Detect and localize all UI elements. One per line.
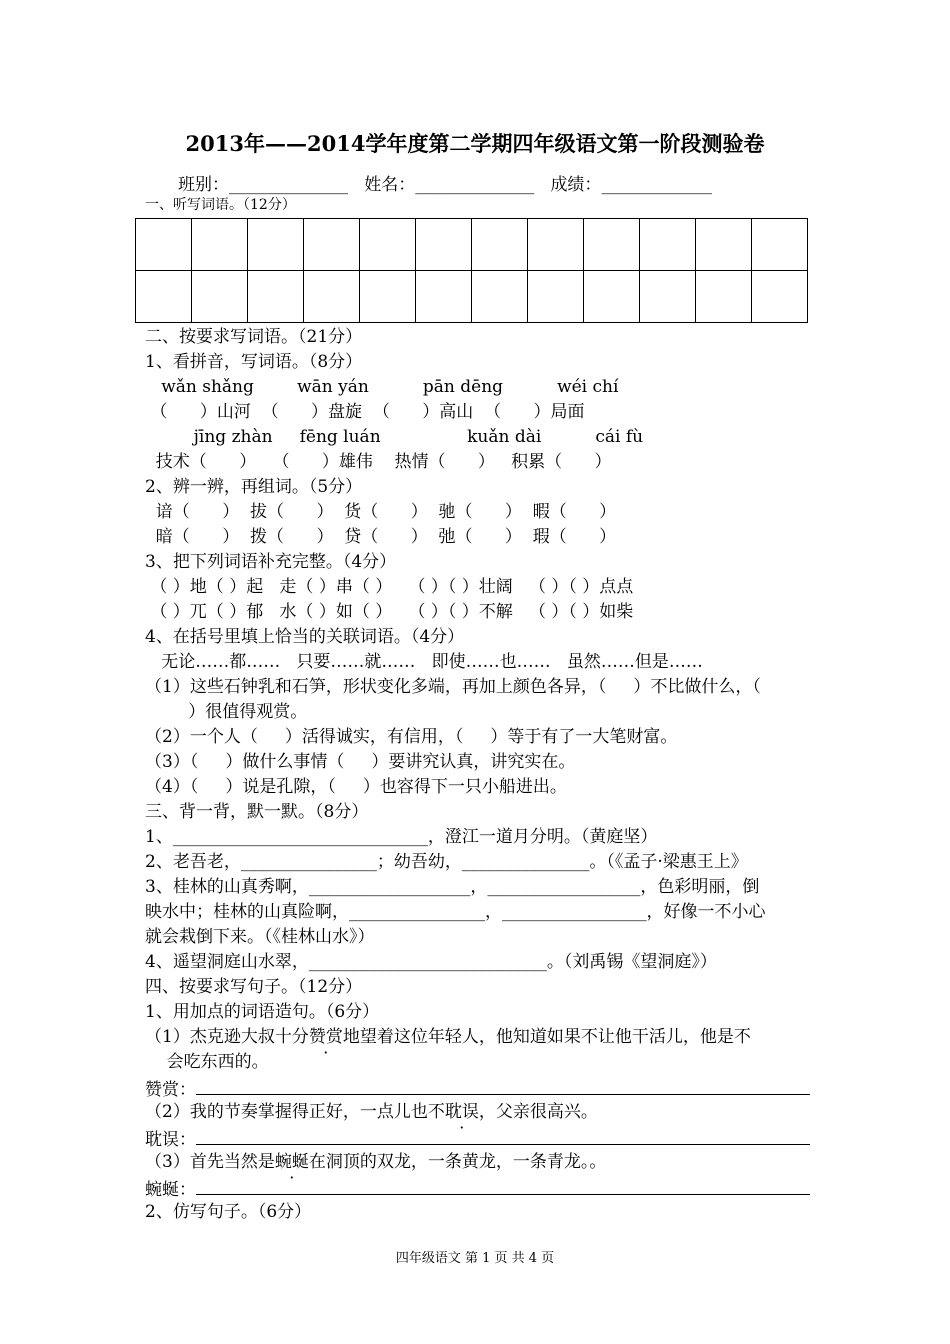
grid-cell[interactable] <box>472 219 528 271</box>
grid-cell[interactable] <box>584 219 640 271</box>
answer-label: 赞赏： <box>145 1080 196 1100</box>
question-2-3: 3、把下列词语补充完整。（4分） <box>145 552 397 572</box>
grid-cell[interactable] <box>192 219 248 271</box>
conjunction-sentence-4: （4）（ ）说是孔隙，（ ）也容得下一只小船进出。 <box>145 777 567 797</box>
conjunction-sentence-1-cont: ）很值得观赏。 <box>145 702 308 722</box>
grid-cell[interactable] <box>360 271 416 323</box>
question-4-2: 2、仿写句子。（6分） <box>145 1202 312 1222</box>
grid-cell[interactable] <box>136 271 192 323</box>
grid-cell[interactable] <box>416 271 472 323</box>
page-footer: 四年级语文 第 1 页 共 4 页 <box>395 1251 555 1266</box>
question-2-2: 2、辨一辨，再组词。（5分） <box>145 477 363 497</box>
grid-cell[interactable] <box>136 219 192 271</box>
grid-cell[interactable] <box>304 271 360 323</box>
conjunction-sentence-3: （3）（ ）做什么事情（ ）要讲究认真，讲究实在。 <box>145 752 576 772</box>
chars-row-1: （ ）山河 （ ）盘旋 （ ）高山 （ ）局面 <box>145 402 585 422</box>
distinguish-row-2: 暗（ ） 拨（ ） 贷（ ） 弛（ ） 瑕（ ） <box>145 527 617 547</box>
pinyin-row-2: jīng zhàn fēng luán kuǎn dài cái fù <box>145 427 644 447</box>
recite-line-3: 3、桂林的山真秀啊，___________________，__________________，色彩明丽，倒 <box>145 877 760 897</box>
question-2-4: 4、在括号里填上恰当的关联词语。（4分） <box>145 627 465 647</box>
sentence-text: （1）杰克逊大叔十分 <box>145 1027 309 1047</box>
recite-line-6: 4、遥望洞庭山水翠，____________________________。（刘禹锡《望洞庭》） <box>145 952 717 972</box>
score-label: 成绩： <box>550 175 602 195</box>
answer-line-2 <box>145 1126 810 1151</box>
conjunction-sentence-2: （2）一个人（ ）活得诚实，有信用，（ ）等于有了一大笔财富。 <box>145 727 678 747</box>
grid-cell[interactable] <box>696 219 752 271</box>
distinguish-row-1: 谙（ ） 拔（ ） 货（ ） 驰（ ） 暇（ ） <box>145 502 617 522</box>
grid-cell[interactable] <box>528 271 584 323</box>
exam-title: 2013年——2014学年度第二学期四年级语文第一阶段测验卷 <box>185 131 765 156</box>
question-2-1: 1、看拼音，写词语。（8分） <box>145 352 363 372</box>
grid-cell[interactable] <box>640 271 696 323</box>
question-4-1: 1、用加点的词语造句。（6分） <box>145 1002 380 1022</box>
complete-row-1: （ ）地（ ）起 走（ ）串（ ） （ ）（ ）壮阔 （ ）（ ）点点 <box>145 577 634 597</box>
name-label: 姓名： <box>364 175 416 195</box>
grid-cell[interactable] <box>360 219 416 271</box>
sentence-text: 地望着这位年轻人，他知道如果不让他干活儿，他是不 <box>342 1027 751 1047</box>
recite-line-2: 2、老吾老，________________；幼吾幼，_______________。（《孟子·梁惠王上》 <box>145 852 748 872</box>
grid-cell[interactable] <box>696 271 752 323</box>
example-sentence-2 <box>145 1101 598 1123</box>
example-sentence-3 <box>145 1151 606 1173</box>
sentence-text: （2）我的节奏掌握得正好，一点儿也不 <box>145 1102 445 1122</box>
pinyin-row-1: wǎn shǎng wān yán pān dēng wéi chí <box>145 377 619 397</box>
sentence-text: 在洞顶的双龙，一条黄龙，一条青龙。。 <box>308 1152 607 1172</box>
section-4-heading: 四、按要求写句子。（12分） <box>145 977 363 997</box>
dotted-word: 赞赏 <box>308 1027 343 1047</box>
grid-cell[interactable] <box>528 219 584 271</box>
answer-label: 蜿蜒： <box>145 1180 196 1200</box>
grid-cell[interactable] <box>752 271 808 323</box>
recite-line-5: 就会栽倒下来。（《桂林山水》） <box>145 927 375 947</box>
grid-cell[interactable] <box>752 219 808 271</box>
grid-row <box>136 219 808 271</box>
section-1-heading: 一、听写词语。（12分） <box>145 197 296 213</box>
grid-row <box>136 271 808 323</box>
dictation-grid <box>135 218 808 323</box>
grid-cell[interactable] <box>248 219 304 271</box>
class-label: 班别： <box>178 175 229 195</box>
answer-label: 耽误： <box>145 1130 196 1150</box>
recite-line-1: 1、______________________________，澄江一道月分明。（黄庭坚） <box>145 827 658 847</box>
section-2-heading: 二、按要求写词语。（21分） <box>145 327 363 347</box>
conjunction-sentence-1: （1）这些石钟乳和石笋，形状变化多端，再加上颜色各异，（ ）不比做什么，（ <box>145 677 761 697</box>
example-sentence-1 <box>145 1026 751 1048</box>
grid-cell[interactable] <box>640 219 696 271</box>
recite-line-4: 映水中；桂林的山真险啊，________________，_________________，好像一不小心 <box>145 902 766 922</box>
answer-blank[interactable] <box>196 1176 810 1195</box>
chars-row-2: 技术（ ） （ ）雄伟 热情（ ） 积累（ ） <box>145 452 612 472</box>
answer-blank[interactable] <box>196 1126 810 1145</box>
dotted-word: 蜿蜒 <box>274 1152 309 1172</box>
sentence-text: ，父亲很高兴。 <box>478 1102 598 1122</box>
name-blank[interactable]: ______________ <box>415 175 535 195</box>
student-info <box>178 170 712 195</box>
conjunction-options: 无论……都…… 只要……就…… 即使……也…… 虽然……但是…… <box>145 652 703 672</box>
answer-line-3 <box>145 1176 810 1201</box>
class-blank[interactable]: ______________ <box>229 175 348 195</box>
dotted-word: 耽误 <box>444 1102 479 1122</box>
example-sentence-1-cont: 会吃东西的。 <box>145 1052 269 1072</box>
complete-row-2: （ ）兀（ ）郁 水（ ）如（ ） （ ）（ ）不解 （ ）（ ）如柴 <box>145 602 634 622</box>
grid-cell[interactable] <box>416 219 472 271</box>
grid-cell[interactable] <box>248 271 304 323</box>
grid-cell[interactable] <box>192 271 248 323</box>
grid-cell[interactable] <box>584 271 640 323</box>
grid-cell[interactable] <box>304 219 360 271</box>
sentence-text: （3）首先当然是 <box>145 1152 275 1172</box>
section-3-heading: 三、背一背，默一默。（8分） <box>145 802 369 822</box>
grid-cell[interactable] <box>472 271 528 323</box>
answer-blank[interactable] <box>196 1076 810 1095</box>
score-blank[interactable]: _____________ <box>601 175 712 195</box>
answer-line-1 <box>145 1076 810 1101</box>
